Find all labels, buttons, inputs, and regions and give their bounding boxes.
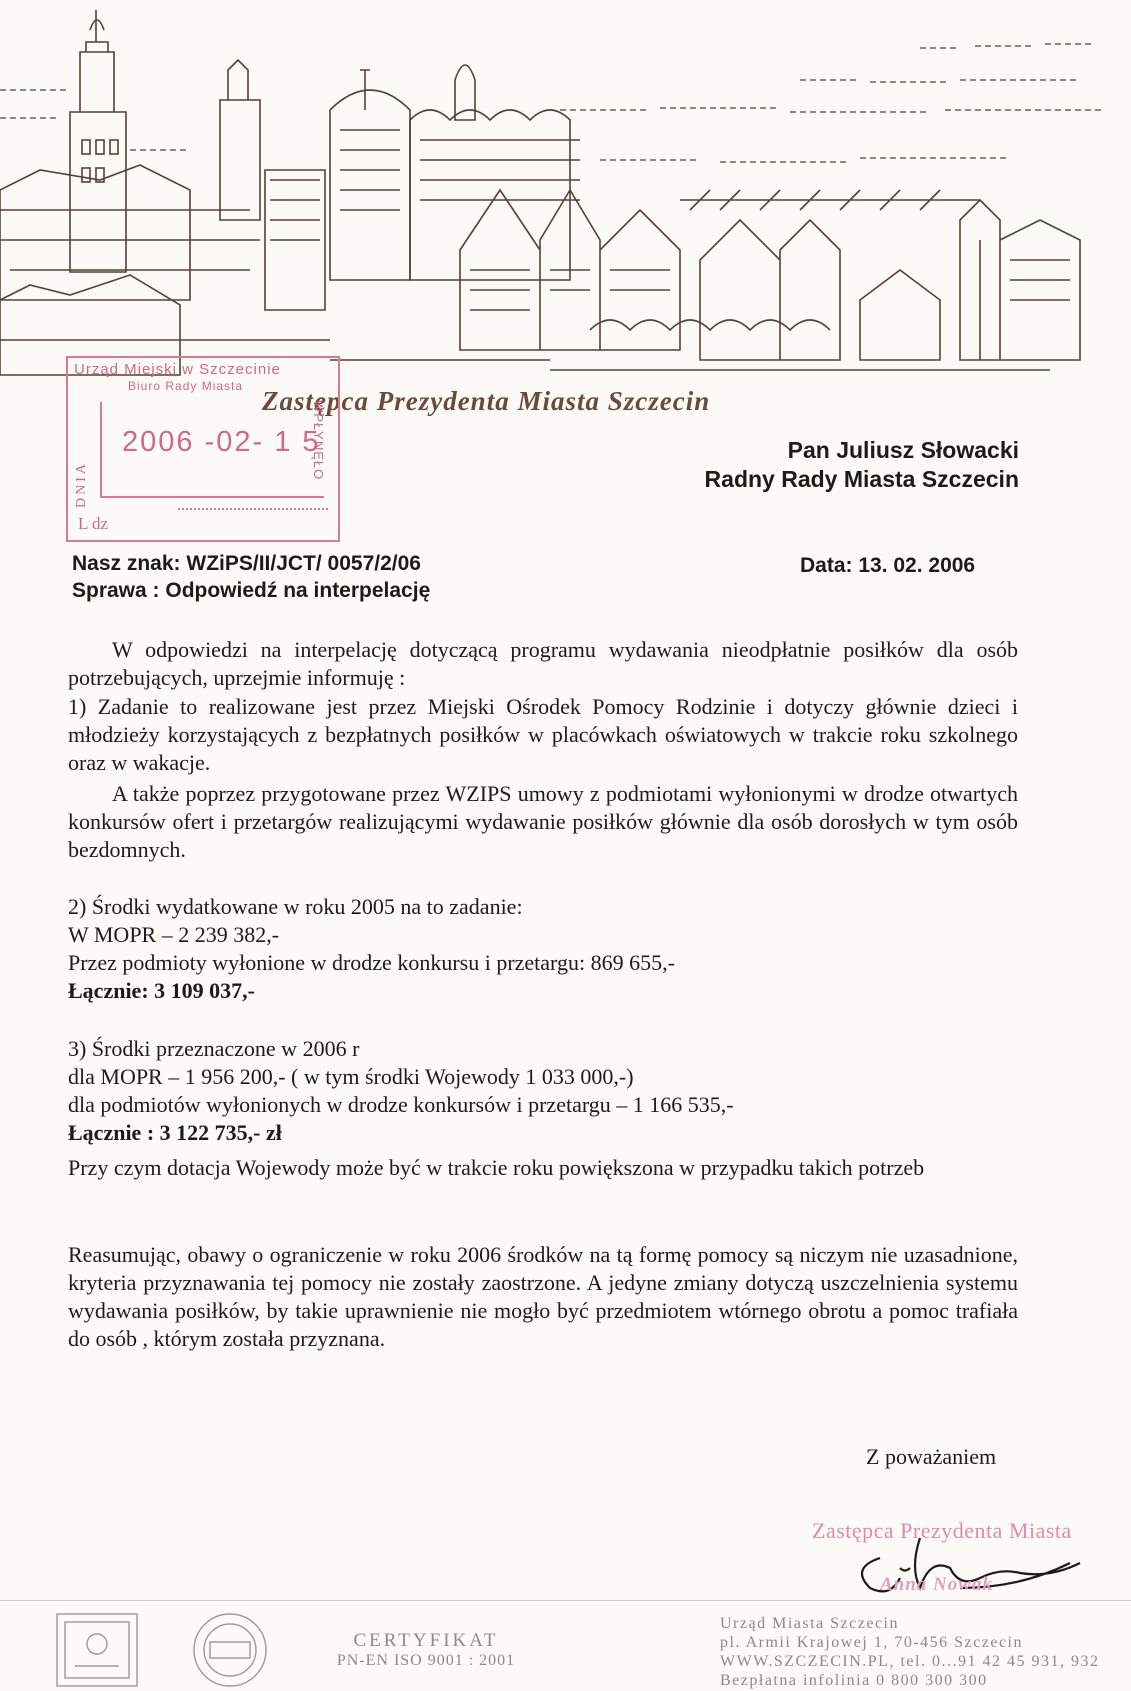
point-3-total: Łącznie : 3 122 735,- zł [68, 1120, 282, 1145]
letterhead-title: Zastępca Prezydenta Miasta Szczecin [262, 386, 711, 416]
stamp-ldz-label: L dz [78, 514, 109, 533]
reference-number: Nasz znak: WZiPS/II/JCT/ 0057/2/06 [72, 552, 421, 575]
office-address [720, 1614, 1099, 1690]
point-3-mopr: dla MOPR – 1 956 200,- ( w tym środki Wojewody 1 033 000,-) [68, 1064, 634, 1089]
recipient-role: Radny Rady Miasta Szczecin [704, 466, 1019, 492]
point-2-contractors: Przez podmioty wyłonione w drodze konkursu i przetargu: 869 655,- [68, 950, 675, 975]
footer-divider [0, 1600, 1131, 1601]
stamp-office: Urząd Miejski w Szczecinie [74, 361, 281, 378]
point-3-note: Przy czym dotacja Wojewody może być w trakcie roku powiększona w przypadku takich potrzeb [68, 1155, 925, 1180]
closing-salutation: Z poważaniem [866, 1444, 997, 1469]
certificate-block [326, 1630, 526, 1670]
recipient-name: Pan Juliusz Słowacki [787, 437, 1019, 463]
stamp-department: Biuro Rady Miasta [128, 379, 244, 393]
stamp-dotted-line [178, 508, 328, 510]
stamp-received-label: WPŁYNĘŁO [311, 400, 326, 481]
intro-text: W odpowiedzi na interpelację dotyczącą programu wydawania nieodpłatnie posiłków dla osób potrzebujących, uprzejmie informuję : [68, 637, 1018, 690]
paragraph-summary: Reasumując, obawy o ograniczenie w roku 2006 środków na tą formę pomocy są niczym nie uzasadnione, kryteria przyznawania tej pomocy nie zostały zaostrzone. A jedyne zmiany dotyczą uszczelnienia systemu wydawania posiłków, by takie uprawnienie nie mogło być przedmiotem wtórnego obrotu a pomoc trafiała do osób , którym została przyznana. [68, 1242, 1018, 1351]
also-text: A także poprzez przygotowane przez WZIPS umowy z podmiotami wyłonionymi w drodze otwartych konkursów ofert i przetargów realizującymi wydawanie posiłków głównie dla osób dorosłych w tym osób bezdomnych. [68, 781, 1018, 862]
stamp-date: 2006 -02- 1 5 [122, 426, 321, 458]
address-line-3: WWW.SZCZECIN.PL, tel. 0...91 42 45 931, 932 [720, 1653, 1100, 1670]
subject-line: Sprawa : Odpowiedź na interpelację [72, 579, 431, 602]
signatory-name: Anna Nowak [880, 1574, 993, 1595]
address-line-1: Urząd Miasta Szczecin [720, 1615, 899, 1632]
paragraph-also [68, 780, 1018, 864]
letter-date: Data: 13. 02. 2006 [800, 554, 976, 577]
paragraph-point-1: 1) Zadanie to realizowane jest przez Miejski Ośrodek Pomocy Rodzinie i dotyczy głównie dzieci i młodzieży korzystających z bezpłatnych posiłków w placówkach oświatowych w trakcie roku szkolnego oraz w wakacje. [68, 694, 1018, 775]
point-2-heading: 2) Środki wydatkowane w roku 2005 na to zadanie: [68, 894, 523, 919]
stamp-dnia-label: DNIA [74, 461, 89, 508]
city-skyline-illustration [0, 0, 1131, 380]
address-line-2: pl. Armii Krajowej 1, 70-456 Szczecin [720, 1634, 1023, 1651]
certificate-standard: PN-EN ISO 9001 : 2001 [336, 1652, 516, 1669]
paragraph-intro [68, 636, 1018, 692]
point-2-mopr: W MOPR – 2 239 382,- [68, 922, 280, 947]
certificate-title: CERTYFIKAT [353, 1630, 499, 1651]
certification-logos [55, 1610, 295, 1690]
signature-stamp-title: Zastępca Prezydenta Miasta [812, 1518, 1072, 1543]
point-2-total: Łącznie: 3 109 037,- [68, 978, 255, 1003]
point-3-heading: 3) Środki przeznaczone w 2006 r [68, 1036, 360, 1061]
signature-block [800, 1510, 1100, 1606]
point-3-contractors: dla podmiotów wyłonionych w drodze konkursów i przetargu – 1 166 535,- [68, 1092, 734, 1117]
registry-stamp [66, 356, 340, 542]
address-line-4: Bezpłatna infolinia 0 800 300 300 [720, 1672, 988, 1689]
